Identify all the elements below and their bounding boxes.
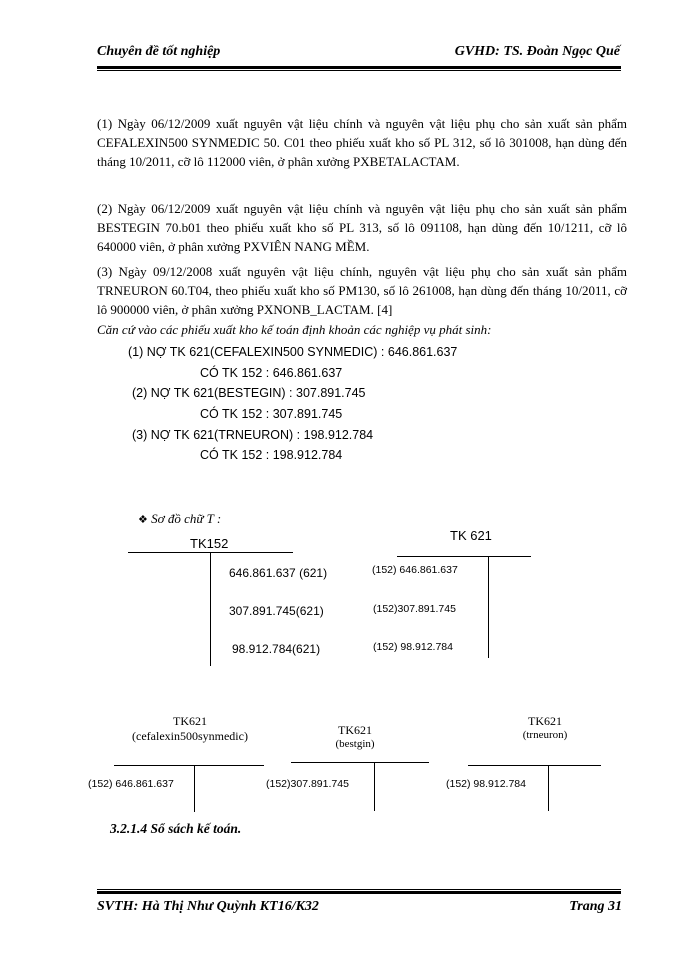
header-rule	[97, 66, 621, 69]
sub3-top-line	[468, 765, 601, 766]
footer-right: Trang 31	[569, 899, 622, 914]
tk621-title: TK 621	[450, 528, 492, 543]
sub1-subtitle: (cefalexin500synmedic)	[132, 729, 248, 743]
paragraph-1: (1) Ngày 06/12/2009 xuất nguyên vật liệu chính và nguyên vật liệu phụ cho sản xuất sản phẩm CEFALEXIN500 SYNMEDIC 50. C01 theo phiếu xuất kho số PL 312, số lô 301008, hạn dùng đến tháng 10/2011, cỡ lô 112000 viên, ở phân xưởng PXBETALACTAM.	[97, 116, 627, 169]
sub2-title-text: TK621	[338, 723, 372, 737]
paragraph-2: (2) Ngày 06/12/2009 xuất nguyên vật liệu chính và nguyên vật liệu phụ cho sản xuất sản phẩm BESTEGIN 70.b01 theo phiếu xuất kho số PL 313, số lô 091108, hạn dùng đến 10/1211, cỡ lô 640000 viên, ở phân xưởng PXVIÊN NANG MỀM.	[97, 201, 627, 254]
paragraph-3: (3) Ngày 09/12/2008 xuất nguyên vật liệu chính, nguyên vật liệu phụ cho sản xuất sản phẩm TRNEURON 60.T04, theo phiếu xuất kho số PM130, số lô 261008, hạn dùng đến tháng 10/2011, cỡ lô 900000 viên, ở phân xưởng PXNONB_LACTAM. [4]	[97, 264, 627, 317]
sub2-vertical-line	[374, 763, 375, 811]
entry-2-credit: CÓ TK 152 : 307.891.745	[200, 407, 343, 421]
footer-left: SVTH: Hà Thị Như Quỳnh KT16/K32	[97, 899, 319, 914]
tk621-debit-1: (152) 646.861.637	[372, 564, 458, 576]
footer-rule-thin	[97, 889, 621, 890]
tk621-top-line	[397, 556, 531, 557]
entry-1-debit: (1) NỢ TK 621(CEFALEXIN500 SYNMEDIC) : 646.861.637	[128, 345, 458, 359]
sub3-title-text: TK621	[528, 714, 562, 728]
sub2-title	[300, 723, 410, 750]
sub2-subtitle: (bestgin)	[335, 738, 375, 750]
intro-text: Căn cứ vào các phiếu xuất kho kế toán định khoản các nghiệp vụ phát sinh:	[97, 322, 492, 337]
tk621-debit-2: (152)307.891.745	[373, 603, 456, 615]
section-heading: 3.2.1.4 Sổ sách kế toán.	[110, 821, 242, 836]
sub3-entry: (152) 98.912.784	[446, 778, 526, 790]
entry-1-credit: CÓ TK 152 : 646.861.637	[200, 366, 343, 380]
sub1-vertical-line	[194, 766, 195, 812]
sub1-top-line	[114, 765, 264, 766]
tk152-credit-1: 646.861.637 (621)	[229, 566, 328, 580]
header-rule-thin	[97, 70, 621, 71]
entry-2-debit: (2) NỢ TK 621(BESTEGIN) : 307.891.745	[132, 386, 366, 400]
header-left: Chuyên đề tốt nghiệp	[97, 44, 221, 59]
sub1-title-text: TK621	[173, 714, 207, 728]
sub3-vertical-line	[548, 766, 549, 811]
sub2-entry: (152)307.891.745	[266, 778, 349, 790]
sub3-title	[490, 714, 600, 741]
sub2-top-line	[291, 762, 429, 763]
tk152-credit-3: 98.912.784(621)	[232, 642, 321, 656]
tk152-vertical-line	[210, 553, 211, 666]
entry-3-debit: (3) NỢ TK 621(TRNEURON) : 198.912.784	[132, 428, 374, 442]
tk152-title: TK152	[190, 536, 229, 551]
sub1-entry: (152) 646.861.637	[88, 778, 174, 790]
tk152-credit-2: 307.891.745(621)	[229, 604, 324, 618]
tk621-vertical-line	[488, 557, 489, 658]
sub3-subtitle: (trneuron)	[522, 729, 568, 741]
footer-rule	[97, 891, 621, 894]
diagram-title-text: Sơ đồ chữ T :	[151, 511, 222, 526]
tk621-debit-3: (152) 98.912.784	[373, 641, 453, 653]
diamond-bullet-icon: ❖	[138, 514, 148, 526]
entry-3-credit: CÓ TK 152 : 198.912.784	[200, 448, 343, 462]
header-right: GVHD: TS. Đoàn Ngọc Quế	[454, 44, 620, 59]
diagram-title	[138, 511, 221, 527]
sub1-title	[110, 714, 270, 744]
